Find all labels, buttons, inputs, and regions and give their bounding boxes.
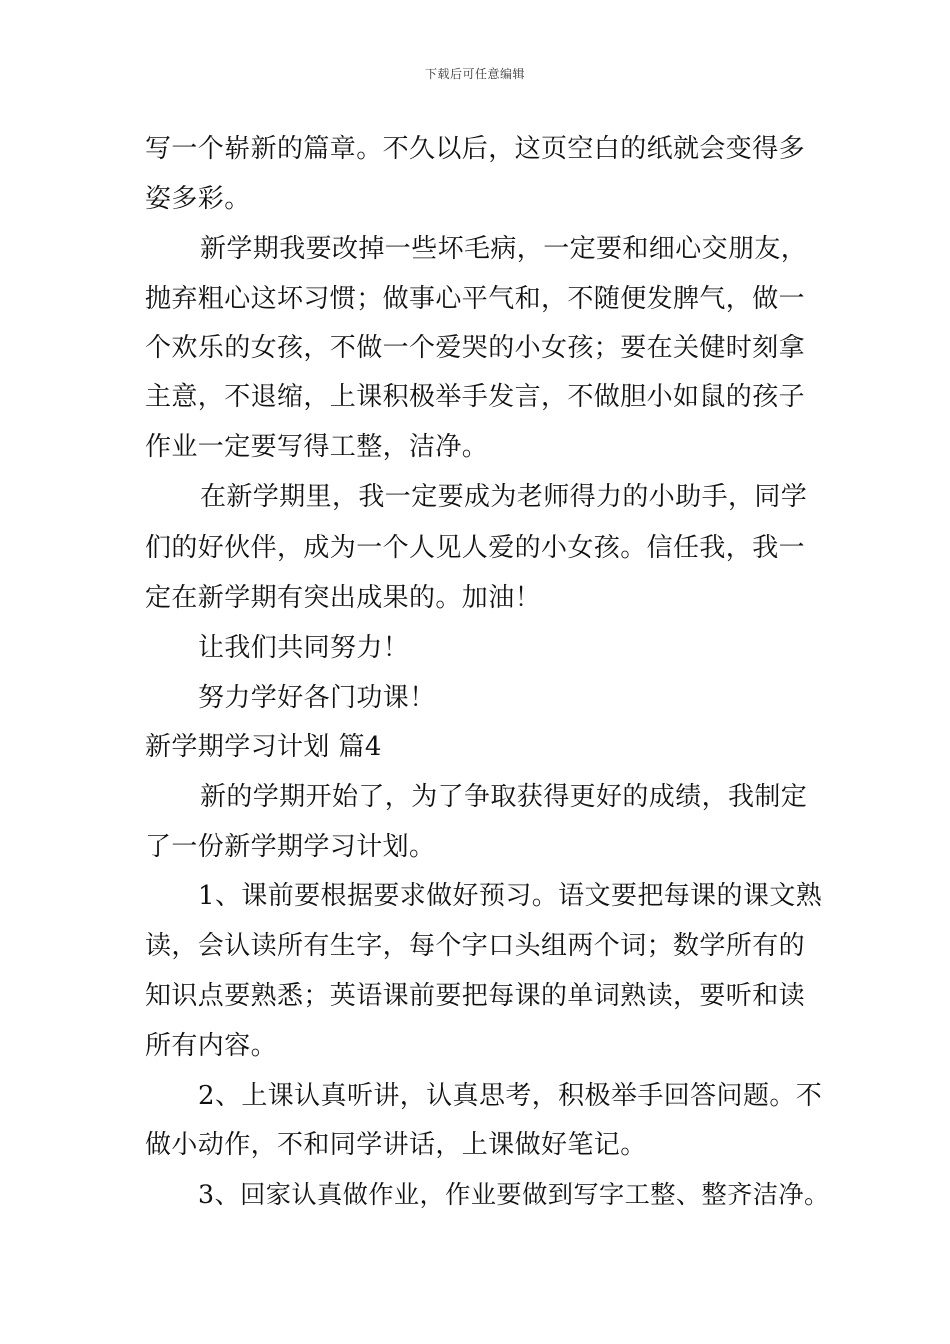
text-line: 3、回家认真做作业，作业要做到写字工整、整齐洁净。 <box>198 1180 830 1209</box>
text-line: 在新学期里，我一定要成为老师得力的小助手，同学 <box>200 482 808 512</box>
text-line: 写一个崭新的篇章。不久以后，这页空白的纸就会变得多 <box>145 134 806 164</box>
text-line: 让我们共同努力！ <box>198 633 410 663</box>
text-line: 抛弃粗心这坏习惯；做事心平气和，不随便发脾气，做一 <box>145 284 806 314</box>
text-line: 了一份新学期学习计划。 <box>145 832 436 862</box>
text-line: 新学期我要改掉一些坏毛病，一定要和细心交朋友， <box>200 234 808 264</box>
text-line: 知识点要熟悉；英语课前要把每课的单词熟读，要听和读 <box>145 981 806 1011</box>
text-line: 新的学期开始了，为了争取获得更好的成绩，我制定 <box>200 782 808 812</box>
text-line: 所有内容。 <box>145 1031 278 1061</box>
text-line: 主意，不退缩，上课积极举手发言，不做胆小如鼠的孩子 <box>145 382 806 412</box>
text-line: 们的好伙伴，成为一个人见人爱的小女孩。信任我，我一 <box>145 533 806 563</box>
text-line: 个欢乐的女孩，不做一个爱哭的小女孩；要在关健时刻拿 <box>145 333 806 363</box>
page-header: 下载后可任意编辑 <box>424 67 525 81</box>
text-line: 作业一定要写得工整，洁净。 <box>145 432 489 462</box>
text-line: 姿多彩。 <box>145 184 251 214</box>
text-line: 1、课前要根据要求做好预习。语文要把每课的课文熟 <box>198 881 823 911</box>
text-line: 努力学好各门功课！ <box>198 683 436 713</box>
text-line: 定在新学期有突出成果的。加油！ <box>145 583 542 613</box>
text-line: 读，会认读所有生字，每个字口头组两个词；数学所有的 <box>145 931 806 961</box>
section-heading: 新学期学习计划 篇4 <box>145 732 382 762</box>
text-line: 2、上课认真听讲，认真思考，积极举手回答问题。不 <box>198 1081 823 1111</box>
text-line: 做小动作，不和同学讲话，上课做好笔记。 <box>145 1130 647 1160</box>
